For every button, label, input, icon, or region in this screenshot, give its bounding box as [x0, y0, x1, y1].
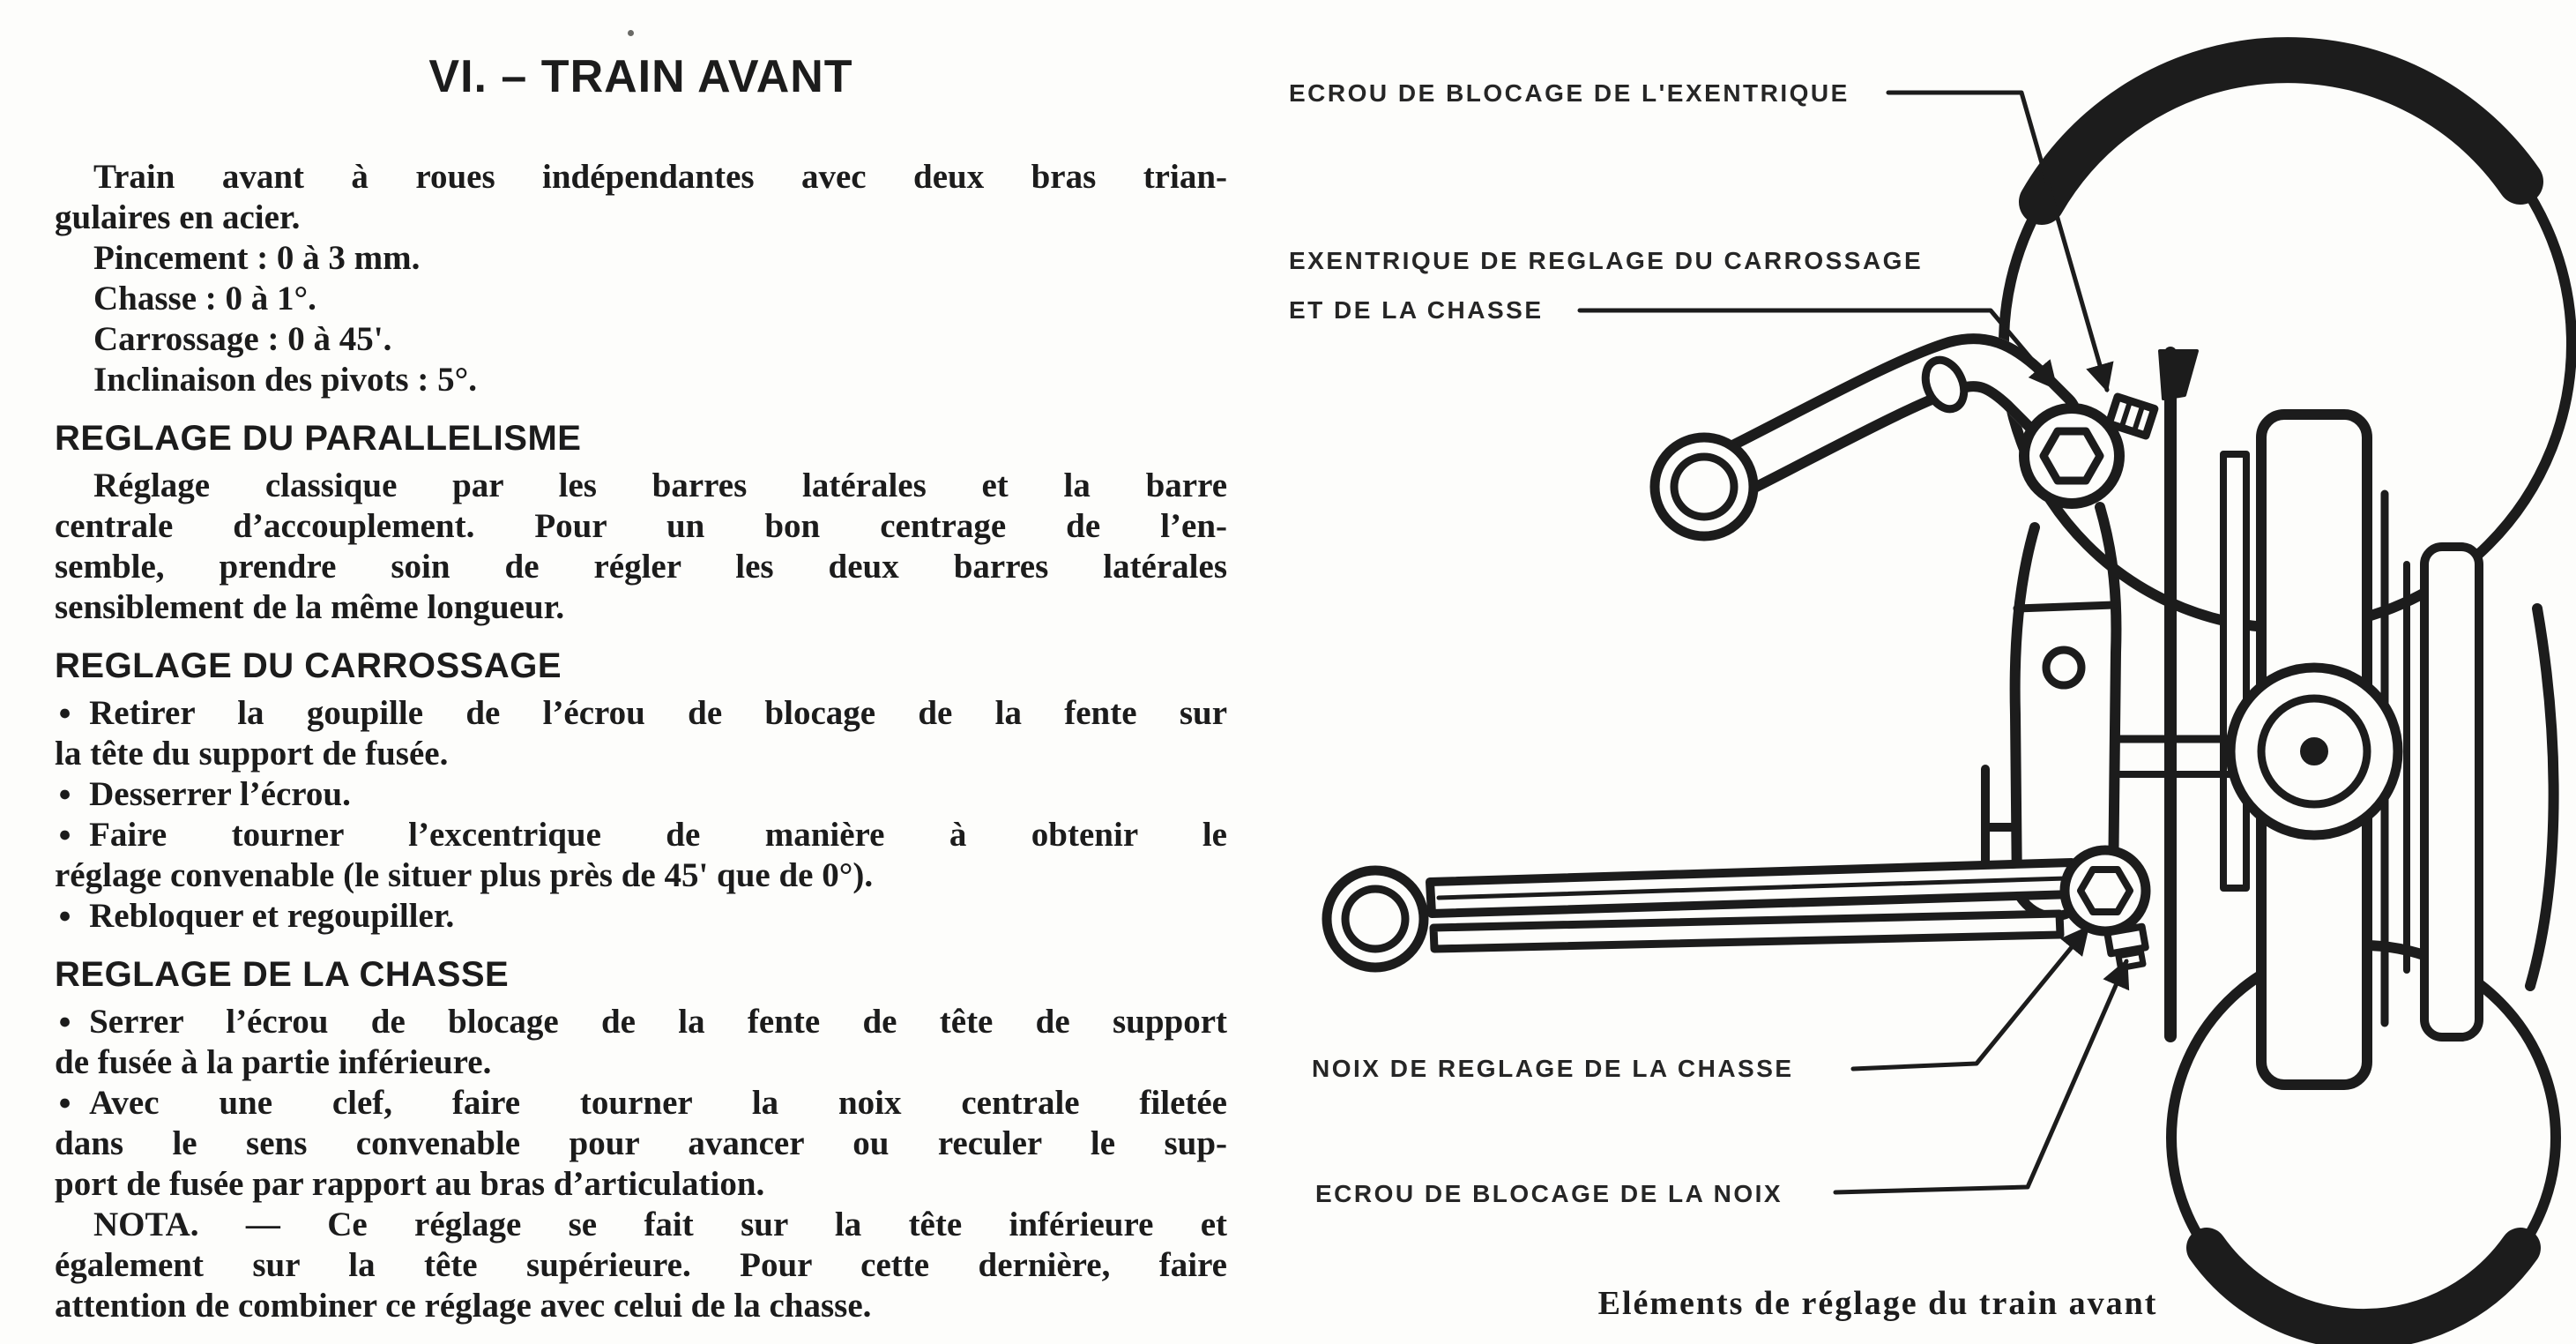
text-line: dans le sens convenable pour avancer ou reculer le sup- [55, 1124, 1227, 1162]
knuckle-hole [2046, 650, 2081, 685]
lower-arm [1327, 862, 2074, 967]
text-line: semble, prendre soin de régler les deux barres latérales [55, 548, 1227, 586]
bullet-text: Serrer l’écrou de blocage de la fente de tête de support [89, 1003, 1227, 1041]
bullet-text: Avec une clef, faire tourner la noix centrale filetée [89, 1084, 1227, 1122]
spec-line: Carrossage : 0 à 45'. [93, 320, 392, 358]
figure-label-text: ET DE LA CHASSE [1289, 296, 1544, 324]
figure-label-noix [1312, 1044, 1794, 1094]
section-heading: REGLAGE DU CARROSSAGE [55, 646, 562, 685]
section-heading: REGLAGE DE LA CHASSE [55, 955, 510, 994]
figure-label-ecrou-noix [1315, 1169, 1783, 1219]
text-line: sensiblement de la même longueur. [55, 588, 565, 626]
bullet-text: Faire tourner l’excentrique de manière à obtenir le [89, 816, 1227, 854]
text-flow [55, 157, 1227, 1326]
spec-line: Inclinaison des pivots : 5°. [93, 361, 477, 399]
figure [1234, 0, 2576, 1344]
bullet-text: Retirer la goupille de l’écrou de blocage de la fente sur [89, 694, 1227, 732]
bullet-text: Desserrer l’écrou. [89, 775, 351, 813]
figure-label-ecrou-exentrique [1289, 69, 1850, 118]
nota-text: — Ce réglage se fait sur la tête inférieure et [245, 1206, 1228, 1243]
section-heading: REGLAGE DU PARALLELISME [55, 419, 582, 458]
text-line: centrale d’accouplement. Pour un bon centrage de l’en- [55, 507, 1227, 545]
text-line [55, 1083, 1227, 1124]
spec-line: Pincement : 0 à 3 mm. [93, 239, 421, 277]
tire-sidewall [2530, 609, 2554, 986]
text-line: gulaires en acier. [55, 198, 301, 236]
bullet-paragraph [55, 815, 1227, 896]
nota-lead: NOTA. [93, 1206, 199, 1243]
bullet-dot-icon: ● [58, 1010, 72, 1034]
text-line: Train avant à roues indépendantes avec deux bras trian- [93, 158, 1227, 196]
text-line: Réglage classique par les barres latérales et la barre [93, 467, 1227, 504]
bullet-dot-icon: ● [58, 782, 72, 806]
figure-caption: Eléments de réglage du train avant [1597, 1285, 2158, 1322]
eccentric-hex [2044, 431, 2100, 481]
text-line [55, 774, 1227, 815]
text-line [55, 1205, 1227, 1245]
paragraph [55, 157, 1227, 238]
caster-nut [2065, 850, 2148, 969]
paragraph [55, 1205, 1227, 1326]
bullet-paragraph [55, 896, 1227, 937]
front-suspension-diagram [1234, 0, 2576, 1344]
bullet-text: Rebloquer et regoupiller. [89, 897, 455, 935]
text-line [55, 896, 1227, 937]
eccentric-lock-nut [2109, 397, 2155, 436]
figure-label-text: ECROU DE BLOCAGE DE LA NOIX [1315, 1180, 1783, 1207]
text-line: attention de combiner ce réglage avec celui de la chasse. [55, 1287, 872, 1325]
text-line [55, 815, 1227, 855]
figure-label-text: ECROU DE BLOCAGE DE L'EXENTRIQUE [1289, 79, 1850, 107]
text-line [55, 693, 1227, 734]
text-line: également sur la tête supérieure. Pour cette dernière, faire [55, 1246, 1227, 1284]
spec-line: Chasse : 0 à 1°. [93, 280, 316, 317]
bullet-paragraph [55, 1083, 1227, 1205]
leader-ecrou-noix [1835, 961, 2126, 1192]
bullet-dot-icon: ● [58, 701, 72, 725]
bullet-paragraph [55, 1002, 1227, 1083]
scan-speck [628, 30, 634, 36]
figure-label-exentrique [1289, 236, 1923, 335]
figure-label-text: EXENTRIQUE DE REGLAGE DU CARROSSAGE [1289, 247, 1924, 274]
text-column [55, 51, 1227, 1326]
text-line: la tête du support de fusée. [55, 735, 449, 773]
bullet-dot-icon: ● [58, 904, 72, 928]
text-line: réglage convenable (le situer plus près de 45' que de 0°). [55, 856, 874, 894]
text-line: de fusée à la partie inférieure. [55, 1043, 492, 1081]
bullet-paragraph [55, 693, 1227, 774]
bullet-dot-icon: ● [58, 1091, 72, 1115]
lower-arm-eye-inner [1345, 889, 1405, 949]
paragraph [55, 466, 1227, 628]
text-line [55, 1002, 1227, 1042]
bullet-paragraph [55, 774, 1227, 815]
spec-list [55, 238, 1227, 400]
arm-eye-inner [1674, 457, 1734, 517]
page-title: VI. – TRAIN AVANT [428, 51, 853, 102]
text-line: port de fusée par rapport au bras d’articulation. [55, 1165, 765, 1203]
bullet-dot-icon: ● [58, 823, 72, 847]
hub-center [2301, 738, 2327, 765]
upper-arm [1655, 354, 2052, 536]
figure-label-text: NOIX DE REGLAGE DE LA CHASSE [1312, 1055, 1794, 1082]
leader-noix [1853, 928, 2088, 1069]
